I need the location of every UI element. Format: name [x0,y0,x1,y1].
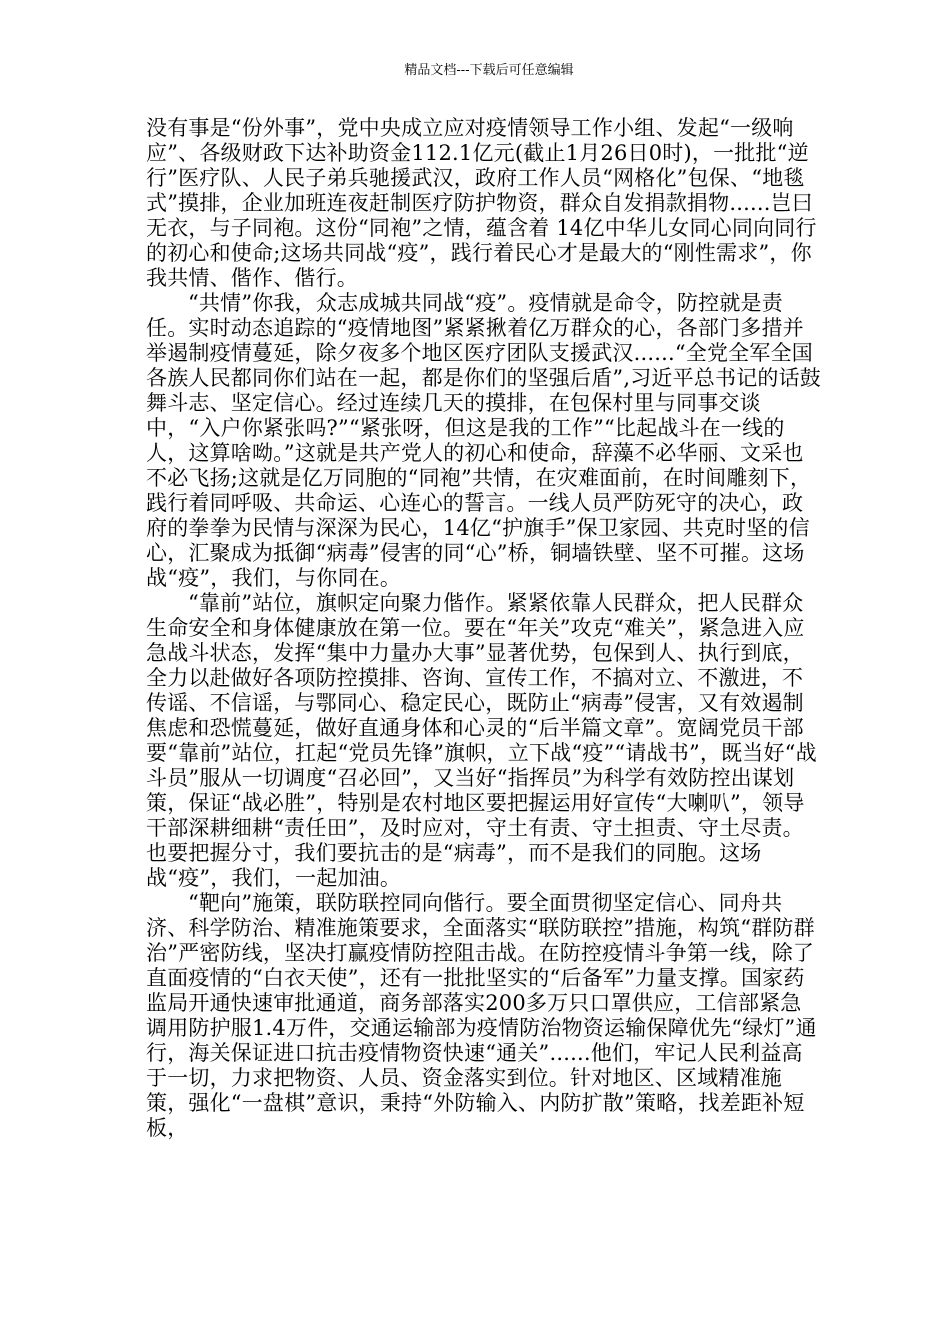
paragraph-3: “靠前”站位，旗帜定向聚力偕作。紧紧依靠人民群众，把人民群众生命安全和身体健康放在第一位。要在“年关”攻克“难关”，紧急进入应急战斗状态，发挥“集中力量办大事”显著优势，包保到人、执行到底，全力以赴做好各项防控摸排、咨询、宣传工作，不搞对立、不激进，不传谣、不信谣，与鄂同心、稳定民心，既防止“病毒”侵害，又有效遏制焦虑和恐慌蔓延，做好直通身体和心灵的“后半篇文章”。宽阔党员干部要“靠前”站位，扛起“党员先锋”旗帜，立下战“疫”“请战书”，既当好“战斗员”服从一切调度“召必回”，又当好“指挥员”为科学有效防控出谋划策，保证“战必胜”，特别是农村地区要把握运用好宣传“大喇叭”，领导干部深耕细耕“责任田”，及时应对，守土有责、守土担责、守土尽责。也要把握分寸，我们要抗击的是“病毒”，而不是我们的同胞。这场战“疫”，我们，一起加油。 [146,591,817,890]
paragraph-1: 没有事是“份外事”，党中央成立应对疫情领导工作小组、发起“一级响应”、各级财政下达补助资金112.1亿元(截止1月26日0时)，一批批“逆行”医疗队、人民子弟兵驰援武汉，政府工作人员“网格化”包保、“地毯式”摸排，企业加班连夜赶制医疗防护物资，群众自发捐款捐物......岂曰无衣，与子同袍。这份“同袍”之情，蕴含着 14亿中华儿女同心同向同行的初心和使命;这场共同战“疫”，践行着民心才是最大的“刚性需求”，你我共情、偕作、偕行。 [146,116,817,290]
paragraph-4: “靶向”施策，联防联控同向偕行。要全面贯彻坚定信心、同舟共济、科学防治、精准施策要求，全面落实“联防联控”措施，构筑“群防群治”严密防线，坚决打赢疫情防控阻击战。在防控疫情斗争第一线，除了直面疫情的“白衣天使”，还有一批批坚实的“后备军”力量支撑。国家药监局开通快速审批通道，商务部落实200多万只口罩供应，工信部紧急调用防护服1.4万件，交通运输部为疫情防治物资运输保障优先“绿灯”通行，海关保证进口抗击疫情物资快速“通关”......他们，牢记人民利益高于一切，力求把物资、人员、资金落实到位。针对地区、区域精准施策，强化“一盘棋”意识，秉持“外防输入、内防扩散”策略，找差距补短板， [146,891,817,1140]
document-body [146,116,822,1141]
page-header: 精品文档---下载后可任意编辑 [404,63,574,78]
paragraph-2: “共情”你我，众志成城共同战“疫”。疫情就是命令，防控就是责任。实时动态追踪的“疫情地图”紧紧揪着亿万群众的心，各部门多措并举遏制疫情蔓延，除夕夜多个地区医疗团队支援武汉......“全党全军全国各族人民都同你们站在一起，都是你们的坚强后盾”,习近平总书记的话鼓舞斗志、坚定信心。经过连续几天的摸排，在包保村里与同事交谈中，“入户你紧张吗?”“紧张呀，但这是我的工作”“比起战斗在一线的人，这算啥呦。”这就是共产党人的初心和使命，辞藻不必华丽、文采也不必飞扬;这就是亿万同胞的“同袍”共情，在灾难面前，在时间雕刻下，践行着同呼吸、共命运、心连心的誓言。一线人员严防死守的决心，政府的拳拳为民情与深深为民心，14亿“护旗手”保卫家园、共克时坚的信心，汇聚成为抵御“病毒”侵害的同“心”桥，铜墙铁壁、坚不可摧。这场战“疫”，我们，与你同在。 [146,291,822,590]
